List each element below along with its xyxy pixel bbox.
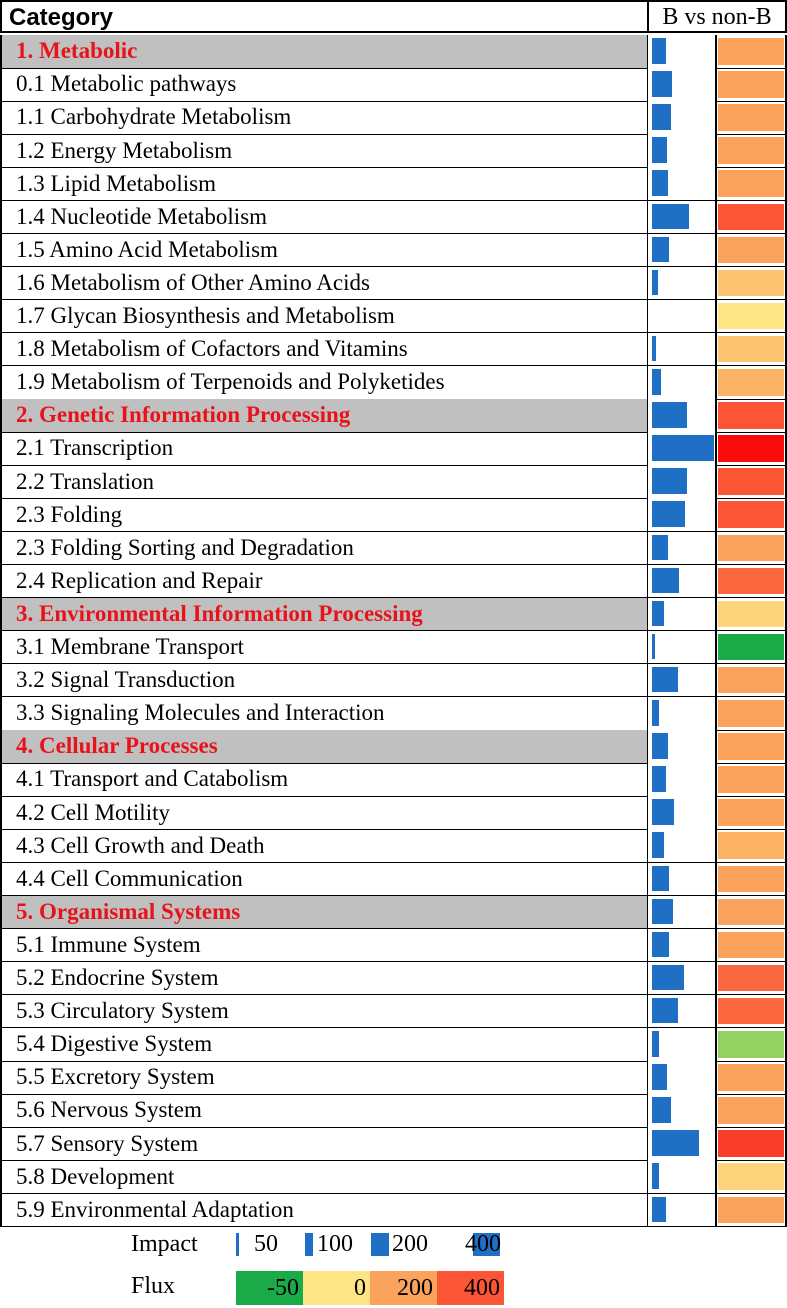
impact-cell [648, 962, 716, 996]
impact-bar [652, 1197, 666, 1223]
flux-cell [716, 962, 787, 996]
impact-bar [652, 535, 668, 561]
impact-cell [648, 796, 716, 830]
flux-cell [716, 1028, 787, 1062]
group-row [0, 598, 787, 632]
flux-cell [716, 631, 787, 665]
impact-cell [648, 1160, 716, 1194]
flux-cell [716, 565, 787, 599]
flux-cell [716, 697, 787, 731]
flux-swatch [718, 402, 784, 429]
impact-bar [652, 866, 669, 892]
table-row [0, 631, 787, 665]
impact-legend-label: 200 [392, 1231, 428, 1257]
flux-swatch [718, 71, 784, 98]
table-row [0, 1194, 787, 1228]
row-label: 5.4 Digestive System [0, 1028, 648, 1062]
impact-bar [652, 700, 659, 726]
flux-cell [716, 101, 787, 135]
flux-legend-title: Flux [131, 1273, 176, 1299]
row-label: 2.4 Replication and Repair [0, 565, 648, 599]
flux-swatch [718, 766, 784, 793]
flux-cell [716, 1094, 787, 1128]
flux-cell [716, 763, 787, 797]
impact-cell [648, 730, 716, 764]
impact-legend-label: 100 [317, 1231, 353, 1257]
flux-swatch [718, 336, 784, 363]
flux-swatch [718, 998, 784, 1025]
row-label: 4.1 Transport and Catabolism [0, 763, 648, 797]
flux-cell [716, 829, 787, 863]
flux-cell [716, 498, 787, 532]
table-row [0, 465, 787, 499]
impact-cell [648, 201, 716, 235]
impact-bar [652, 998, 678, 1024]
impact-cell [648, 664, 716, 698]
impact-cell [648, 829, 716, 863]
row-label: 2.1 Transcription [0, 432, 648, 466]
flux-swatch [718, 369, 784, 396]
flux-swatch [718, 1197, 784, 1224]
impact-bar [652, 568, 679, 594]
table-row [0, 664, 787, 698]
group-row [0, 399, 787, 433]
group-row [0, 35, 787, 69]
flux-cell [716, 366, 787, 400]
flux-cell [716, 267, 787, 301]
flux-swatch [718, 535, 784, 562]
row-label: 1.9 Metabolism of Terpenoids and Polyketides [0, 366, 648, 400]
row-label: 3.1 Membrane Transport [0, 631, 648, 665]
table-row [0, 962, 787, 996]
table-row [0, 101, 787, 135]
flux-cell [716, 333, 787, 367]
flux-swatch [718, 468, 784, 495]
table-row [0, 234, 787, 268]
row-label: 3. Environmental Information Processing [0, 598, 648, 632]
impact-legend-bar [305, 1233, 313, 1256]
impact-cell [648, 498, 716, 532]
flux-cell [716, 432, 787, 466]
row-label: 3.3 Signaling Molecules and Interaction [0, 697, 648, 731]
row-label: 5. Organismal Systems [0, 896, 648, 930]
impact-bar [652, 170, 668, 196]
flux-swatch [718, 137, 784, 164]
row-label: 1.8 Metabolism of Cofactors and Vitamins [0, 333, 648, 367]
row-label: 2.3 Folding [0, 498, 648, 532]
legend [0, 1229, 787, 1308]
flux-swatch [718, 700, 784, 727]
flux-swatch [718, 1064, 784, 1091]
table-row [0, 366, 787, 400]
impact-bar [652, 435, 714, 461]
flux-legend-swatch: 200 [370, 1271, 437, 1305]
flux-cell [716, 532, 787, 566]
table-row [0, 498, 787, 532]
table-row [0, 1160, 787, 1194]
impact-cell [648, 432, 716, 466]
flux-swatch [718, 1163, 784, 1190]
impact-cell [648, 333, 716, 367]
flux-swatch [718, 568, 784, 595]
row-label: 1.3 Lipid Metabolism [0, 167, 648, 201]
table-row [0, 929, 787, 963]
table-row [0, 432, 787, 466]
row-label: 2. Genetic Information Processing [0, 399, 648, 433]
impact-bar [652, 71, 672, 97]
impact-legend-bar [371, 1233, 389, 1256]
impact-cell [648, 598, 716, 632]
row-label: 1.6 Metabolism of Other Amino Acids [0, 267, 648, 301]
group-row [0, 896, 787, 930]
table-row [0, 267, 787, 301]
impact-legend-label: 400 [465, 1231, 501, 1257]
impact-bar [652, 799, 674, 825]
row-label: 1. Metabolic [0, 35, 648, 69]
table-row [0, 167, 787, 201]
flux-cell [716, 730, 787, 764]
flux-swatch [718, 965, 784, 992]
impact-bar [652, 965, 684, 991]
table-row [0, 1094, 787, 1128]
table-row [0, 201, 787, 235]
flux-cell [716, 167, 787, 201]
flux-cell [716, 863, 787, 897]
row-label: 2.3 Folding Sorting and Degradation [0, 532, 648, 566]
flux-legend-swatch: 400 [437, 1271, 504, 1305]
impact-cell [648, 134, 716, 168]
flux-cell [716, 1127, 787, 1161]
flux-cell [716, 598, 787, 632]
table-row [0, 300, 787, 334]
flux-cell [716, 1061, 787, 1095]
impact-bar [652, 932, 669, 958]
impact-bar [652, 237, 669, 263]
impact-legend-title: Impact [131, 1231, 198, 1257]
table-row [0, 796, 787, 830]
impact-cell [648, 234, 716, 268]
impact-cell [648, 763, 716, 797]
row-label: 2.2 Translation [0, 465, 648, 499]
impact-cell [648, 465, 716, 499]
row-label: 1.4 Nucleotide Metabolism [0, 201, 648, 235]
impact-cell [648, 399, 716, 433]
impact-cell [648, 896, 716, 930]
flux-swatch [718, 899, 784, 926]
impact-cell [648, 532, 716, 566]
flux-cell [716, 134, 787, 168]
row-label: 5.9 Environmental Adaptation [0, 1194, 648, 1228]
impact-bar [652, 369, 661, 395]
row-label: 5.2 Endocrine System [0, 962, 648, 996]
flux-cell [716, 1194, 787, 1228]
impact-cell [648, 995, 716, 1029]
flux-swatch [718, 303, 784, 330]
flux-swatch [718, 866, 784, 893]
flux-cell [716, 234, 787, 268]
impact-cell [648, 1194, 716, 1228]
impact-cell [648, 631, 716, 665]
impact-bar [652, 1064, 667, 1090]
flux-legend-swatch: -50 [236, 1271, 303, 1305]
table-row [0, 1028, 787, 1062]
table-row [0, 763, 787, 797]
flux-cell [716, 300, 787, 334]
row-label: 5.6 Nervous System [0, 1094, 648, 1128]
flux-swatch [718, 501, 784, 528]
row-label: 5.8 Development [0, 1160, 648, 1194]
impact-cell [648, 565, 716, 599]
row-label: 4.4 Cell Communication [0, 863, 648, 897]
impact-cell [648, 697, 716, 731]
impact-cell [648, 1061, 716, 1095]
flux-swatch [718, 634, 784, 661]
flux-swatch [718, 733, 784, 760]
row-label: 5.3 Circulatory System [0, 995, 648, 1029]
row-label: 4.3 Cell Growth and Death [0, 829, 648, 863]
flux-swatch [718, 1097, 784, 1124]
impact-bar [652, 402, 687, 428]
table-row [0, 995, 787, 1029]
flux-swatch [718, 932, 784, 959]
flux-swatch [718, 601, 784, 628]
row-label: 1.5 Amino Acid Metabolism [0, 234, 648, 268]
impact-bar [652, 104, 671, 130]
impact-cell [648, 1028, 716, 1062]
flux-swatch [718, 832, 784, 859]
table-row [0, 68, 787, 102]
row-label: 1.7 Glycan Biosynthesis and Metabolism [0, 300, 648, 334]
flux-swatch [718, 435, 784, 462]
table-row [0, 1127, 787, 1161]
flux-cell [716, 68, 787, 102]
impact-bar [652, 468, 687, 494]
impact-bar [652, 733, 668, 759]
flux-cell [716, 929, 787, 963]
impact-cell [648, 267, 716, 301]
impact-bar [652, 270, 658, 296]
impact-bar [652, 1130, 699, 1156]
flux-swatch [718, 237, 784, 264]
group-row [0, 730, 787, 764]
row-label: 4.2 Cell Motility [0, 796, 648, 830]
flux-swatch [718, 270, 784, 297]
flux-swatch [718, 667, 784, 694]
impact-bar [652, 38, 666, 64]
row-label: 1.2 Energy Metabolism [0, 134, 648, 168]
flux-cell [716, 796, 787, 830]
flux-swatch [718, 1130, 784, 1157]
impact-cell [648, 35, 716, 69]
impact-cell [648, 101, 716, 135]
flux-legend-swatch: 0 [303, 1271, 370, 1305]
row-label: 3.2 Signal Transduction [0, 664, 648, 698]
row-label: 5.1 Immune System [0, 929, 648, 963]
flux-cell [716, 1160, 787, 1194]
impact-legend-bar [236, 1233, 239, 1256]
table-row [0, 829, 787, 863]
comparison-header: B vs non-B [648, 0, 787, 33]
impact-bar [652, 899, 673, 925]
impact-bar [652, 601, 664, 627]
flux-swatch [718, 170, 784, 197]
flux-swatch [718, 1031, 784, 1058]
row-label: 5.7 Sensory System [0, 1127, 648, 1161]
impact-bar [652, 832, 664, 858]
flux-cell [716, 995, 787, 1029]
table-row [0, 532, 787, 566]
flux-swatch [718, 104, 784, 131]
flux-swatch [718, 799, 784, 826]
impact-cell [648, 68, 716, 102]
flux-swatch [718, 204, 784, 231]
impact-cell [648, 366, 716, 400]
table-row [0, 863, 787, 897]
impact-bar [652, 336, 656, 362]
flux-cell [716, 664, 787, 698]
table-row [0, 134, 787, 168]
flux-cell [716, 399, 787, 433]
impact-bar [652, 1031, 659, 1057]
impact-cell [648, 863, 716, 897]
impact-cell [648, 1094, 716, 1128]
flux-cell [716, 465, 787, 499]
impact-bar [652, 137, 667, 163]
flux-cell [716, 896, 787, 930]
flux-swatch [718, 38, 784, 65]
table-row [0, 697, 787, 731]
impact-bar [652, 634, 655, 660]
table-row [0, 333, 787, 367]
row-label: 4. Cellular Processes [0, 730, 648, 764]
table-row [0, 1061, 787, 1095]
impact-bar [652, 667, 678, 693]
row-label: 0.1 Metabolic pathways [0, 68, 648, 102]
impact-bar [652, 1163, 659, 1189]
impact-bar [652, 1097, 671, 1123]
flux-cell [716, 35, 787, 69]
row-label: 5.5 Excretory System [0, 1061, 648, 1095]
impact-cell [648, 300, 716, 334]
impact-bar [652, 204, 689, 230]
table-row [0, 565, 787, 599]
impact-bar [652, 501, 685, 527]
impact-cell [648, 929, 716, 963]
impact-legend-label: 50 [254, 1231, 278, 1257]
impact-cell [648, 1127, 716, 1161]
row-label: 1.1 Carbohydrate Metabolism [0, 101, 648, 135]
flux-cell [716, 201, 787, 235]
impact-bar [652, 766, 666, 792]
impact-cell [648, 167, 716, 201]
category-header: Category [0, 0, 648, 33]
